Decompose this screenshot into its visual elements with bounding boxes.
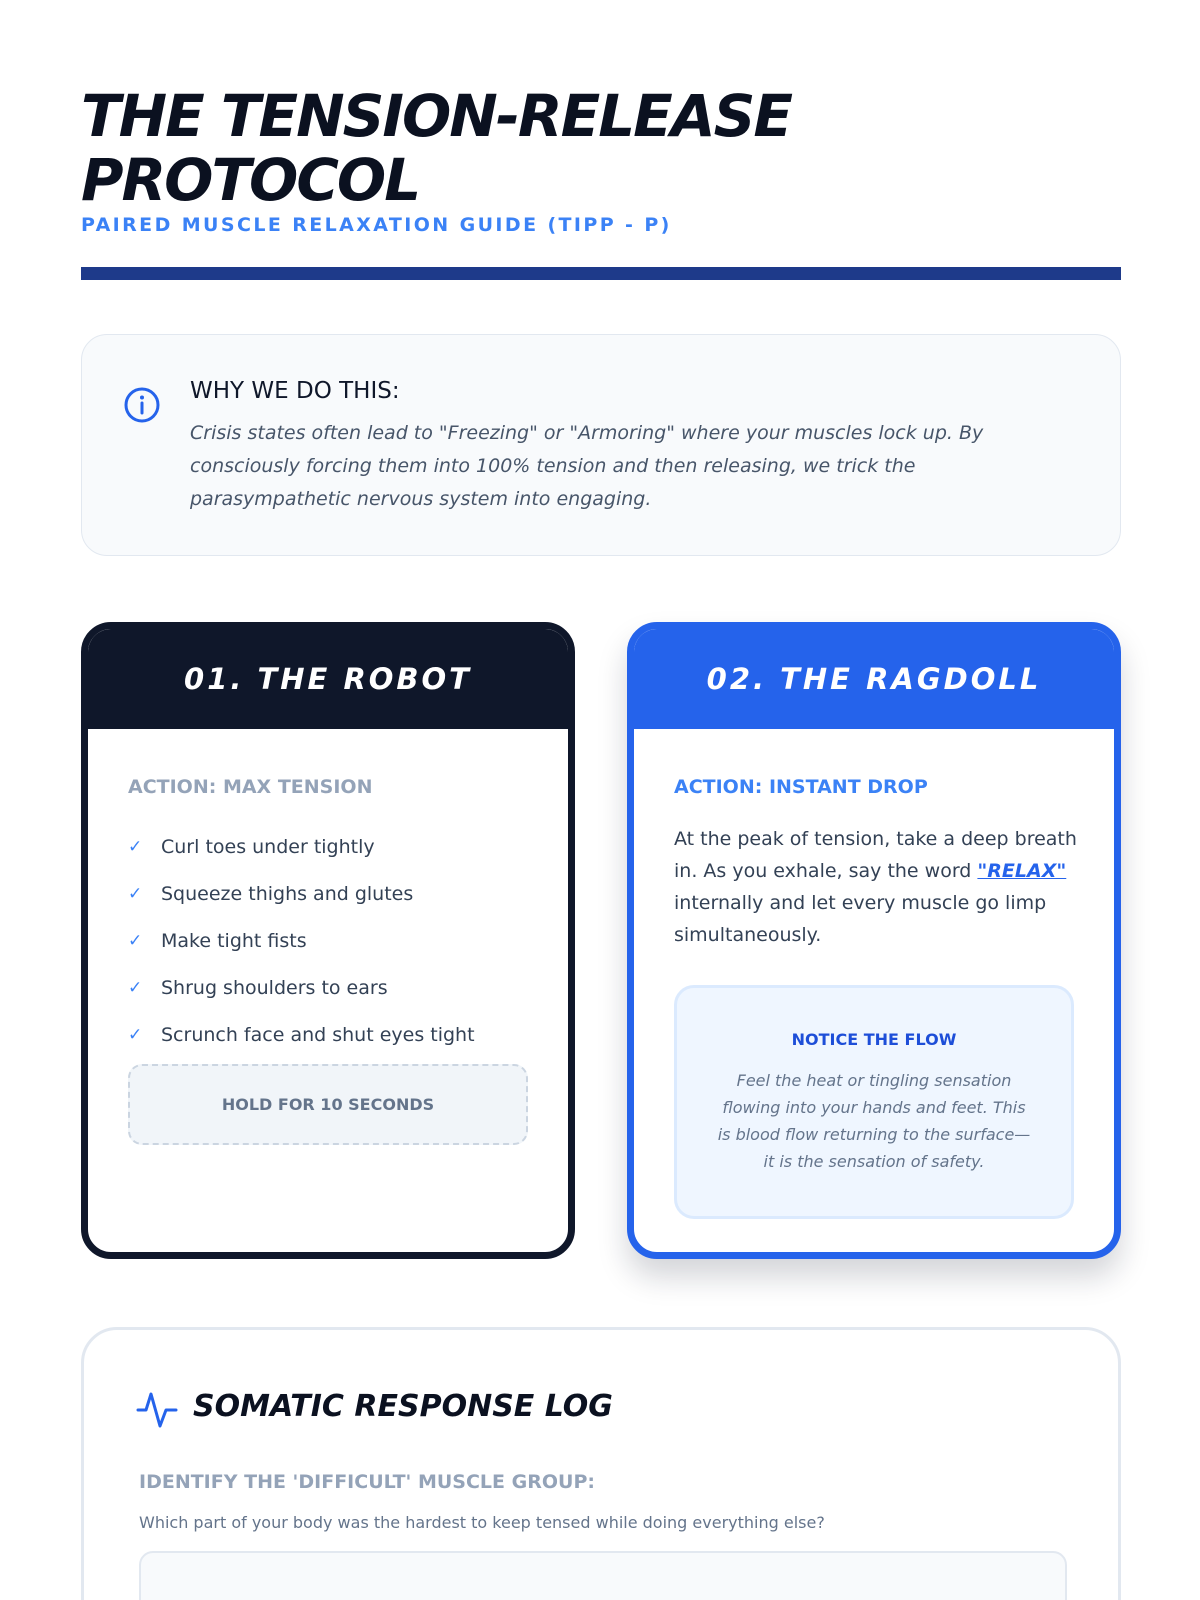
why-body: Crisis states often lead to "Freezing" or "Armoring" where your muscles lock up. By consciously forcing them into 100% tension and then releasing, we trick the parasympathetic nervous system into engaging. — [190, 422, 984, 510]
ragdoll-text-end: internally and let every muscle go limp simultaneously. — [674, 892, 1047, 946]
check-icon: ✓ — [128, 930, 143, 951]
robot-step — [128, 917, 475, 964]
hold-duration-badge: HOLD FOR 10 SECONDS — [128, 1064, 528, 1145]
header-divider — [81, 267, 1121, 280]
ragdoll-card — [627, 622, 1121, 1259]
somatic-log-panel — [81, 1327, 1121, 1600]
robot-step-text: Curl toes under tightly — [161, 835, 375, 858]
robot-step-text: Scrunch face and shut eyes tight — [161, 1023, 475, 1046]
robot-action-label: ACTION: MAX TENSION — [128, 776, 373, 798]
check-icon: ✓ — [128, 1024, 143, 1045]
robot-step — [128, 870, 475, 917]
difficult-muscle-input[interactable] — [139, 1551, 1067, 1600]
why-heading: WHY WE DO THIS: — [190, 378, 400, 404]
robot-step — [128, 964, 475, 1011]
robot-card — [81, 622, 575, 1259]
ragdoll-text-start: At the peak of tension, take a deep breath in. As you exhale, say the word — [674, 828, 1077, 882]
check-icon: ✓ — [128, 977, 143, 998]
notice-flow-body: Feel the heat or tingling sensation flowing into your hands and feet. This is blood flow returning to the surface—it is the sensation of safety. — [717, 1071, 1031, 1171]
why-panel — [81, 334, 1121, 556]
info-icon — [122, 385, 162, 425]
robot-step-list — [128, 823, 475, 1058]
pulse-icon — [136, 1388, 178, 1432]
check-icon: ✓ — [128, 836, 143, 857]
log-title: SOMATIC RESPONSE LOG — [193, 1389, 613, 1424]
page-title: THE TENSION-RELEASE PROTOCOL — [81, 82, 792, 214]
robot-step — [128, 1011, 475, 1058]
check-icon: ✓ — [128, 883, 143, 904]
robot-step — [128, 823, 475, 870]
robot-step-text: Shrug shoulders to ears — [161, 976, 388, 999]
difficult-muscle-label: IDENTIFY THE 'DIFFICULT' MUSCLE GROUP: — [139, 1471, 595, 1493]
page-subtitle: PAIRED MUSCLE RELAXATION GUIDE (TIPP - P) — [81, 214, 672, 236]
notice-flow-heading: NOTICE THE FLOW — [791, 1030, 957, 1049]
notice-flow-box — [674, 985, 1074, 1219]
difficult-muscle-help: Which part of your body was the hardest to keep tensed while doing everything else? — [139, 1513, 825, 1532]
robot-step-text: Squeeze thighs and glutes — [161, 882, 414, 905]
robot-card-title: 01. THE ROBOT — [88, 629, 568, 729]
ragdoll-card-title: 02. THE RAGDOLL — [634, 629, 1114, 729]
robot-step-text: Make tight fists — [161, 929, 307, 952]
relax-keyword: "RELAX" — [977, 860, 1067, 882]
ragdoll-action-label: ACTION: INSTANT DROP — [674, 776, 928, 798]
ragdoll-instructions — [674, 823, 1084, 951]
